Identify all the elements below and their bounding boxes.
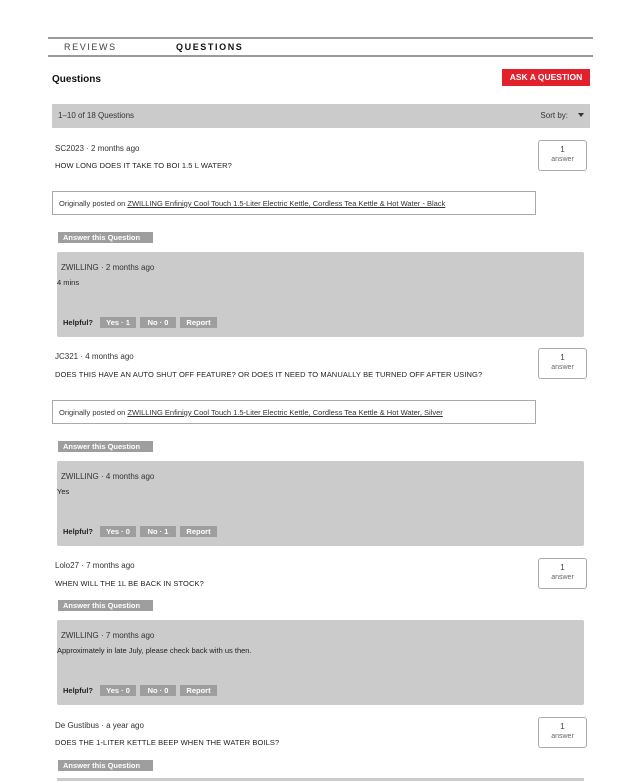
sort-bar — [52, 104, 590, 128]
answer-text: 4 mins — [57, 278, 80, 287]
question-meta: Lolo27 · 7 months ago — [55, 561, 135, 570]
answer-count-box[interactable] — [538, 348, 587, 379]
report-button[interactable]: Report — [180, 317, 217, 328]
vote-yes-button[interactable]: Yes · 0 — [100, 526, 136, 537]
answer-count: 1 — [560, 353, 565, 362]
question-text: WHEN WILL THE 1L BE BACK IN STOCK? — [55, 579, 204, 588]
section-title: Questions — [52, 74, 101, 85]
question-text: HOW LONG DOES IT TAKE TO BOI 1.5 L WATER? — [55, 161, 232, 170]
question-meta: SC2023 · 2 months ago — [55, 144, 140, 153]
originally-posted — [52, 191, 536, 215]
question-text: DOES THIS HAVE AN AUTO SHUT OFF FEATURE? OR DOES IT NEED TO MANUALLY BE TURNED OFF AFTER USING? — [55, 370, 483, 379]
originally-posted-prefix: Originally posted on — [59, 408, 126, 417]
product-link[interactable]: ZWILLING Enfinigy Cool Touch 1.5-Liter Electric Kettle, Cordless Tea Kettle & Hot Water - Black — [127, 199, 446, 208]
answer-panel — [57, 252, 584, 337]
answer-count-label: answer — [551, 364, 574, 371]
originally-posted-prefix: Originally posted on — [59, 199, 126, 208]
tab-bar — [48, 37, 593, 57]
sort-dropdown[interactable]: Sort by: — [540, 111, 568, 120]
answer-count-label: answer — [551, 156, 574, 163]
answer-meta: ZWILLING · 2 months ago — [61, 263, 155, 272]
vote-yes-button[interactable]: Yes · 0 — [100, 685, 136, 696]
answer-question-button[interactable]: Answer this Question — [58, 600, 153, 611]
answer-count-label: answer — [551, 574, 574, 581]
answer-count-label: answer — [551, 733, 574, 740]
answer-meta: ZWILLING · 4 months ago — [61, 472, 155, 481]
answer-question-button[interactable]: Answer this Question — [58, 232, 153, 243]
answer-count-box[interactable] — [538, 140, 587, 171]
answer-panel — [57, 620, 584, 705]
vote-yes-button[interactable]: Yes · 1 — [100, 317, 136, 328]
answer-text: Approximately in late July, please check back with us then. — [57, 646, 252, 655]
caret-down-icon[interactable] — [578, 113, 584, 117]
vote-no-button[interactable]: No · 0 — [140, 317, 176, 328]
vote-no-button[interactable]: No · 0 — [140, 685, 176, 696]
answer-panel — [57, 461, 584, 546]
answer-count-box[interactable] — [538, 717, 587, 748]
question-text: DOES THE 1-LITER KETTLE BEEP WHEN THE WATER BOILS? — [55, 738, 280, 747]
answer-text: Yes — [57, 487, 70, 496]
product-link[interactable]: ZWILLING Enfinigy Cool Touch 1.5-Liter Electric Kettle, Cordless Tea Kettle & Hot Water, Silver — [127, 408, 443, 417]
answer-question-button[interactable]: Answer this Question — [58, 441, 153, 452]
originally-posted — [52, 400, 536, 424]
question-meta: De Gustibus · a year ago — [55, 721, 144, 730]
question-count: 1–10 of 18 Questions — [58, 111, 135, 120]
answer-count: 1 — [560, 722, 565, 731]
answer-count: 1 — [560, 563, 565, 572]
report-button[interactable]: Report — [180, 526, 217, 537]
answer-meta: ZWILLING · 7 months ago — [61, 631, 155, 640]
question-meta: JC321 · 4 months ago — [55, 352, 134, 361]
helpful-label: Helpful? — [63, 318, 93, 327]
tab-questions[interactable]: QUESTIONS — [176, 42, 244, 52]
tab-reviews[interactable]: REVIEWS — [64, 42, 117, 52]
report-button[interactable]: Report — [180, 685, 217, 696]
helpful-label: Helpful? — [63, 686, 93, 695]
helpful-label: Helpful? — [63, 527, 93, 536]
answer-question-button[interactable]: Answer this Question — [58, 760, 153, 771]
vote-no-button[interactable]: No · 1 — [140, 526, 176, 537]
answer-count: 1 — [560, 145, 565, 154]
ask-question-button[interactable]: ASK A QUESTION — [502, 69, 590, 86]
answer-count-box[interactable] — [538, 558, 587, 589]
